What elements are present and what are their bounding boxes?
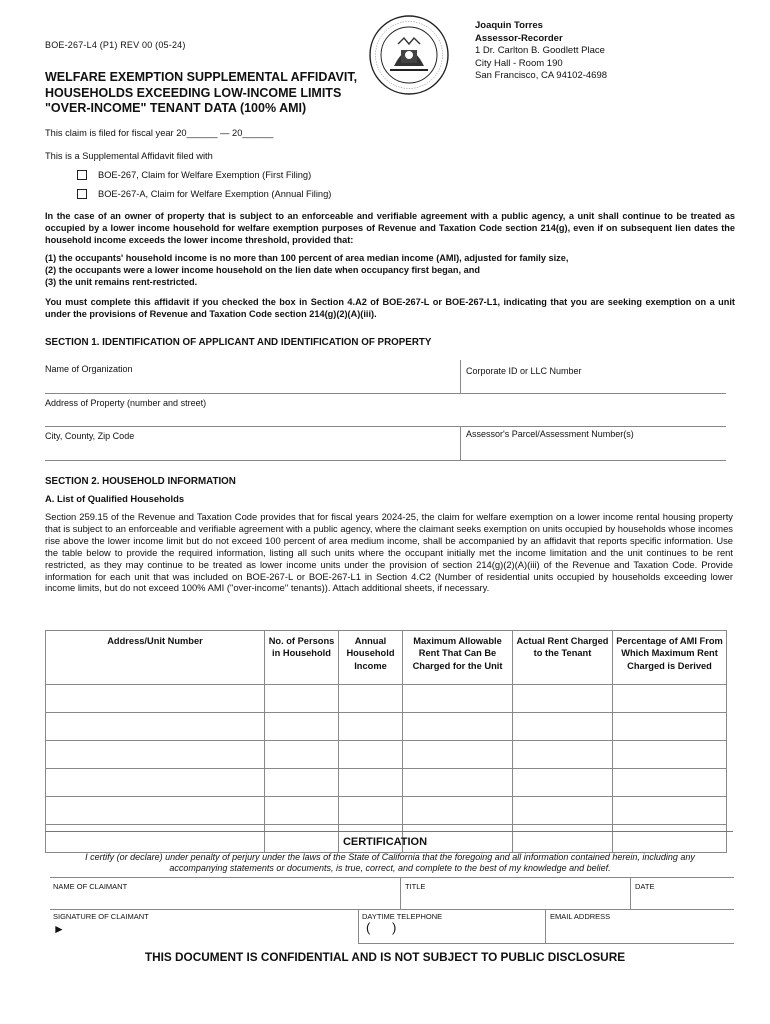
date-label: DATE: [635, 882, 655, 891]
corp-id-label: Corporate ID or LLC Number: [466, 366, 582, 376]
daytime-phone-label: DAYTIME TELEPHONE: [362, 912, 443, 921]
household-table: [45, 630, 727, 853]
col-max-rent: Maximum Allowable Rent That Can Be Charged for the Unit: [403, 631, 513, 685]
table-row: [46, 685, 727, 713]
table-cell[interactable]: [265, 685, 339, 713]
condition-3: (3) the unit remains rent-restricted.: [45, 277, 198, 287]
table-cell[interactable]: [613, 797, 727, 825]
assessor-address-block: [475, 20, 607, 83]
option-boe-267-a[interactable]: [77, 189, 331, 199]
table-cell[interactable]: [613, 685, 727, 713]
parcel-number-label: Assessor's Parcel/Assessment Number(s): [466, 429, 634, 439]
form-title: [45, 70, 385, 117]
city-county-zip-field[interactable]: [45, 443, 457, 459]
section-1-heading: SECTION 1. IDENTIFICATION OF APPLICANT AND IDENTIFICATION OF PROPERTY: [45, 337, 432, 348]
col-persons: No. of Persons in Household: [265, 631, 339, 685]
parcel-number-field[interactable]: [466, 441, 722, 459]
table-cell[interactable]: [265, 741, 339, 769]
table-cell[interactable]: [513, 713, 613, 741]
fiscal-year-line[interactable]: This claim is filed for fiscal year 20______ — 20______: [45, 128, 274, 138]
section-2-paragraph: Section 259.15 of the Revenue and Taxation Code provides that for fiscal years 2024-25, the claim for welfare exemption on a lower income rental housing property that is subject to an enforceable and verifiable agreement with a public agency, where the claimant seeks exemption on units occupied by households whose incomes rise above the lower income limit but do not exceed 100 percent of area medium income, shall be accompanied by an affidavit that reports specific information. Use the table below to provide the required information, listing all such units where the occupant initially met the income limitation and the unit continues to be rent restricted, as they may continue to be treated as lower income units under the provision of section 214(g)(2)(A)(iii) of the Revenue and Taxation Code. Provide information for each unit that was included on BOE-267-L or BOE-267-L1 in Section 4.C2 (Number of residential units occupied by households exceeding lower income limits, but do not exceed 100% AMI ("over-income" tenants)). Attach additional sheets, if necessary.: [45, 511, 733, 594]
email-label: EMAIL ADDRESS: [550, 912, 611, 921]
table-cell[interactable]: [403, 741, 513, 769]
title-line-3: "OVER-INCOME" TENANT DATA (100% AMI): [45, 101, 307, 115]
table-row: [46, 797, 727, 825]
supplemental-line: This is a Supplemental Affidavit filed with: [45, 151, 213, 161]
table-cell[interactable]: [46, 685, 265, 713]
daytime-phone-field[interactable]: ( ): [366, 920, 397, 935]
table-cell[interactable]: [513, 797, 613, 825]
title-line-2: HOUSEHOLDS EXCEEDING LOW-INCOME LIMITS: [45, 85, 342, 100]
certification-text: I certify (or declare) under penalty of perjury under the laws of the State of California that the foregoing and all information contained herein, including any accompanying statements or documents, is true, correct, and complete to the best of my knowledge and belief.: [85, 852, 695, 873]
title-label: TITLE: [405, 882, 426, 891]
table-cell[interactable]: [403, 713, 513, 741]
option-boe-267-label: BOE-267, Claim for Welfare Exemption (First Filing): [98, 170, 312, 180]
table-cell[interactable]: [265, 797, 339, 825]
col-income: Annual Household Income: [339, 631, 403, 685]
table-cell[interactable]: [265, 713, 339, 741]
table-cell[interactable]: [339, 741, 403, 769]
section-2-subheading: A. List of Qualified Households: [45, 493, 185, 504]
table-row: [46, 769, 727, 797]
condition-1: (1) the occupants' household income is no more than 100 percent of area median income (AMI), adjusted for family size,: [45, 253, 569, 263]
table-cell[interactable]: [403, 685, 513, 713]
property-address-label: Address of Property (number and street): [45, 398, 207, 408]
condition-2: (2) the occupants were a lower income household on the lien date when occupancy first began, and: [45, 265, 480, 275]
org-name-label: Name of Organization: [45, 364, 133, 374]
checkbox-boe-267[interactable]: [77, 170, 87, 180]
assessor-name: Joaquin Torres: [475, 20, 543, 31]
form-id: BOE-267-L4 (P1) REV 00 (05-24): [45, 40, 186, 50]
address-line-3: San Francisco, CA 94102-4698: [475, 70, 608, 82]
city-county-seal-icon: [368, 14, 450, 96]
claimant-name-field[interactable]: [53, 892, 395, 908]
table-cell[interactable]: [613, 769, 727, 797]
section-2-heading: SECTION 2. HOUSEHOLD INFORMATION: [45, 476, 236, 487]
table-cell[interactable]: [46, 741, 265, 769]
email-field[interactable]: [550, 922, 730, 940]
address-line-2: City Hall - Room 190: [475, 57, 563, 69]
table-cell[interactable]: [339, 769, 403, 797]
table-cell[interactable]: [339, 713, 403, 741]
assessor-role: Assessor-Recorder: [475, 32, 563, 44]
date-field[interactable]: [635, 892, 731, 908]
option-boe-267[interactable]: [77, 170, 311, 180]
col-ami-percentage: Percentage of AMI From Which Maximum Rent Charged is Derived: [613, 631, 727, 685]
table-cell[interactable]: [46, 797, 265, 825]
conditions-list: [45, 252, 735, 288]
table-row: [46, 741, 727, 769]
title-field[interactable]: [405, 892, 625, 908]
table-cell[interactable]: [513, 769, 613, 797]
signature-arrow-icon: ►: [53, 922, 65, 936]
option-boe-267-a-label: BOE-267-A, Claim for Welfare Exemption (Annual Filing): [98, 189, 332, 199]
col-address-unit: Address/Unit Number: [46, 631, 265, 685]
table-cell[interactable]: [265, 769, 339, 797]
city-county-zip-label: City, County, Zip Code: [45, 431, 135, 441]
property-address-field[interactable]: [45, 409, 726, 425]
agreement-paragraph: In the case of an owner of property that is subject to an enforceable and verifiable agreement with a public agency, a unit shall continue to be treated as occupied by a lower income household for welfare exemption purposes of Revenue and Taxation Code section 214(g), even if on subsequent lien dates the household income exceeds the lower income threshold, provided that:: [45, 211, 735, 245]
claimant-name-label: NAME OF CLAIMANT: [53, 882, 128, 891]
requirement-paragraph: You must complete this affidavit if you checked the box in Section 4.A2 of BOE-267-L or BOE-267-L1, indicating that you are seeking exemption on a unit under the provisions of Revenue and Taxation Code section 214(g)(2)(A)(iii).: [45, 297, 735, 319]
table-cell[interactable]: [339, 797, 403, 825]
org-name-field[interactable]: [45, 375, 457, 392]
table-cell[interactable]: [613, 741, 727, 769]
checkbox-boe-267-a[interactable]: [77, 189, 87, 199]
confidential-notice: THIS DOCUMENT IS CONFIDENTIAL AND IS NOT SUBJECT TO PUBLIC DISCLOSURE: [144, 950, 626, 964]
table-cell[interactable]: [613, 713, 727, 741]
table-header-row: [46, 631, 727, 685]
certification-heading: CERTIFICATION: [342, 836, 428, 848]
table-cell[interactable]: [46, 713, 265, 741]
corp-id-field[interactable]: [466, 378, 722, 393]
signature-label: SIGNATURE OF CLAIMANT: [53, 912, 149, 921]
table-cell[interactable]: [403, 769, 513, 797]
table-cell[interactable]: [46, 769, 265, 797]
table-row: [46, 713, 727, 741]
table-cell[interactable]: [513, 685, 613, 713]
table-cell[interactable]: [339, 685, 403, 713]
col-actual-rent: Actual Rent Charged to the Tenant: [513, 631, 613, 685]
title-line-1: WELFARE EXEMPTION SUPPLEMENTAL AFFIDAVIT,: [45, 70, 358, 84]
address-line-1: 1 Dr. Carlton B. Goodlett Place: [475, 45, 605, 57]
table-cell[interactable]: [403, 797, 513, 825]
table-cell[interactable]: [513, 741, 613, 769]
signature-field[interactable]: [70, 922, 354, 940]
